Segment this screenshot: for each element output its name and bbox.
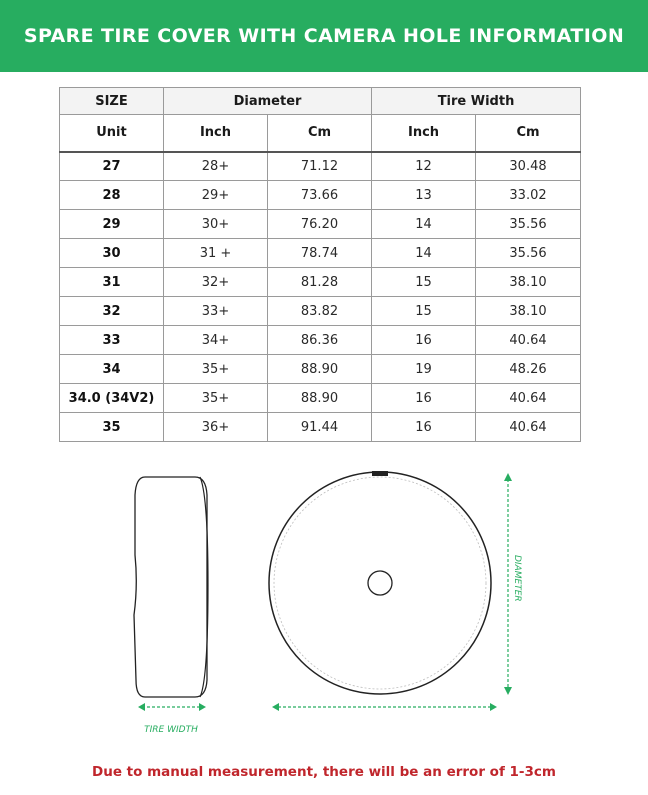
width-inch-cell: 12 <box>372 152 476 181</box>
table-row <box>60 355 581 384</box>
diameter-header: Diameter <box>164 88 372 115</box>
size-cell: 34 <box>60 355 164 384</box>
diameter-cm-cell: 91.44 <box>268 413 372 442</box>
diameter-inch-cell: 29+ <box>164 181 268 210</box>
size-cell: 27 <box>60 152 164 181</box>
width-cm-cell: 38.10 <box>476 268 581 297</box>
table-row <box>60 384 581 413</box>
diameter-inch-cell: 30+ <box>164 210 268 239</box>
arrow-down-icon <box>504 687 512 695</box>
table-row <box>60 239 581 268</box>
table-row <box>60 152 581 181</box>
diameter-inch-cell: 33+ <box>164 297 268 326</box>
diameter-cm-cell: 78.74 <box>268 239 372 268</box>
width-inch-header: Inch <box>372 115 476 152</box>
width-cm-cell: 40.64 <box>476 326 581 355</box>
size-header: SIZE <box>60 88 164 115</box>
tire-width-label: TIRE WIDTH <box>144 725 198 735</box>
table-header-row <box>60 88 581 115</box>
diameter-cm-cell: 88.90 <box>268 384 372 413</box>
width-inch-cell: 15 <box>372 268 476 297</box>
arrow-up-icon <box>504 473 512 481</box>
size-cell: 34.0 (34V2) <box>60 384 164 413</box>
table-row <box>60 210 581 239</box>
diameter-inch-cell: 35+ <box>164 384 268 413</box>
table-row <box>60 268 581 297</box>
width-cm-cell: 30.48 <box>476 152 581 181</box>
table-body <box>60 152 581 442</box>
size-cell: 32 <box>60 297 164 326</box>
measurement-note: Due to manual measurement, there will be an error of 1-3cm <box>92 764 556 780</box>
diameter-label: DIAMETER <box>512 555 522 602</box>
width-cm-header: Cm <box>476 115 581 152</box>
arrow-right-icon <box>490 703 497 711</box>
diameter-inch-cell: 28+ <box>164 152 268 181</box>
table-subheader-row <box>60 115 581 152</box>
diameter-inch-header: Inch <box>164 115 268 152</box>
label-tab <box>372 471 388 476</box>
table-row <box>60 326 581 355</box>
diameter-cm-cell: 81.28 <box>268 268 372 297</box>
width-cm-cell: 35.56 <box>476 210 581 239</box>
diameter-cm-cell: 86.36 <box>268 326 372 355</box>
diameter-inch-cell: 36+ <box>164 413 268 442</box>
width-inch-cell: 16 <box>372 326 476 355</box>
tire-cover-diagram <box>0 455 648 745</box>
size-cell: 30 <box>60 239 164 268</box>
diameter-inch-cell: 34+ <box>164 326 268 355</box>
size-cell: 31 <box>60 268 164 297</box>
width-cm-cell: 40.64 <box>476 384 581 413</box>
diameter-arrow <box>504 473 522 695</box>
tire-width-arrow <box>138 703 206 735</box>
front-width-arrow <box>272 703 497 711</box>
width-inch-cell: 15 <box>372 297 476 326</box>
diameter-cm-header: Cm <box>268 115 372 152</box>
table-row <box>60 413 581 442</box>
width-cm-cell: 40.64 <box>476 413 581 442</box>
width-inch-cell: 16 <box>372 413 476 442</box>
title-banner <box>0 0 648 72</box>
table-row <box>60 181 581 210</box>
width-inch-cell: 19 <box>372 355 476 384</box>
diameter-inch-cell: 32+ <box>164 268 268 297</box>
side-view-outline <box>134 477 207 697</box>
width-inch-cell: 14 <box>372 210 476 239</box>
width-inch-cell: 16 <box>372 384 476 413</box>
size-cell: 28 <box>60 181 164 210</box>
size-cell: 33 <box>60 326 164 355</box>
width-cm-cell: 35.56 <box>476 239 581 268</box>
arrow-left-icon <box>272 703 279 711</box>
width-inch-cell: 14 <box>372 239 476 268</box>
diameter-inch-cell: 35+ <box>164 355 268 384</box>
size-table <box>59 87 581 442</box>
table-row <box>60 297 581 326</box>
camera-hole-icon <box>368 571 392 595</box>
unit-header: Unit <box>60 115 164 152</box>
width-inch-cell: 13 <box>372 181 476 210</box>
width-cm-cell: 48.26 <box>476 355 581 384</box>
diameter-cm-cell: 71.12 <box>268 152 372 181</box>
tire-width-header: Tire Width <box>372 88 581 115</box>
side-view <box>134 477 208 697</box>
size-cell: 35 <box>60 413 164 442</box>
diameter-cm-cell: 88.90 <box>268 355 372 384</box>
diameter-cm-cell: 76.20 <box>268 210 372 239</box>
width-cm-cell: 38.10 <box>476 297 581 326</box>
arrow-right-icon <box>199 703 206 711</box>
diameter-inch-cell: 31 + <box>164 239 268 268</box>
front-view <box>269 471 491 694</box>
page-title: SPARE TIRE COVER WITH CAMERA HOLE INFORMATION <box>23 25 625 47</box>
arrow-left-icon <box>138 703 145 711</box>
diameter-cm-cell: 83.82 <box>268 297 372 326</box>
width-cm-cell: 33.02 <box>476 181 581 210</box>
size-cell: 29 <box>60 210 164 239</box>
diameter-cm-cell: 73.66 <box>268 181 372 210</box>
